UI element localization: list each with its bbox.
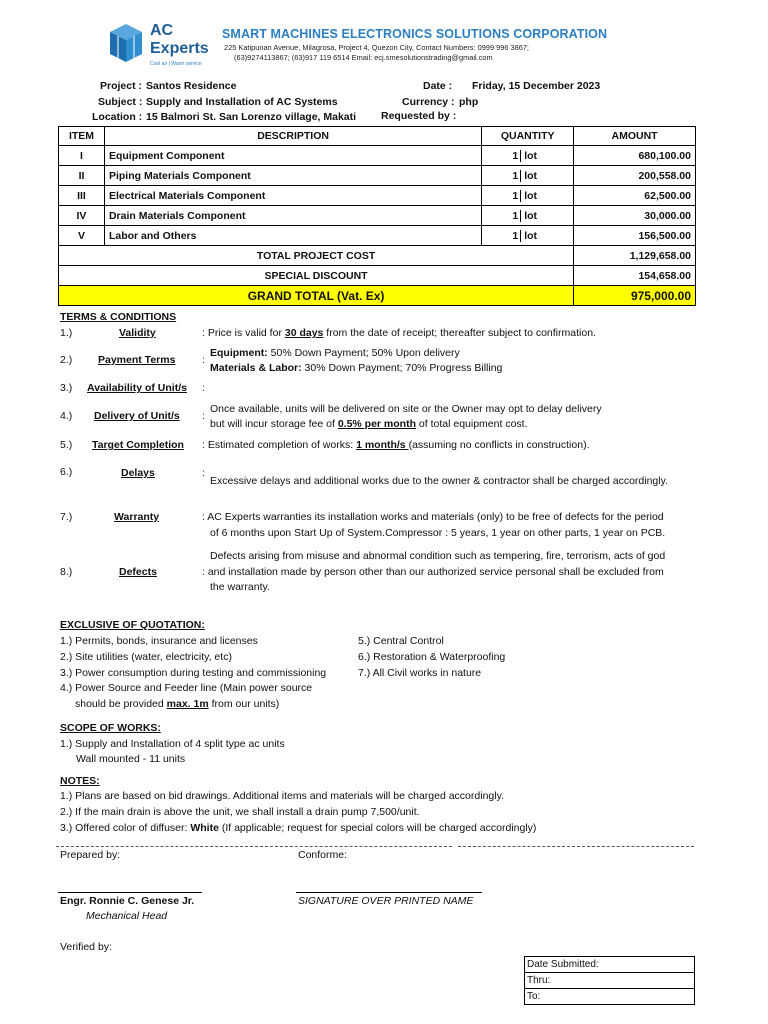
row-qty-number: 1 [486, 150, 521, 162]
term-5-label: Target Completion [92, 439, 184, 451]
thru-field: Thru: [525, 973, 695, 989]
logo-text-experts: Experts [150, 40, 209, 57]
scope-line-2: Wall mounted - 11 units [76, 753, 186, 765]
table-row [59, 206, 696, 226]
header-item: ITEM [59, 127, 105, 146]
preparer-name: Engr. Ronnie C. Genese Jr. [60, 895, 195, 907]
term-2-equipment: Equipment: 50% Down Payment; 50% Upon delivery [210, 347, 460, 359]
discount-value: 154,658.00 [574, 266, 696, 286]
term-2-number: 2.) [60, 354, 73, 366]
term-6-text: Excessive delays and additional works due to the owner & contractor shall be charged accordingly. [210, 475, 668, 487]
terms-heading: TERMS & CONDITIONS [60, 311, 177, 323]
signature-caption: SIGNATURE OVER PRINTED NAME [298, 895, 474, 907]
row-description: Drain Materials Component [104, 206, 481, 226]
term-3-label: Availability of Unit/s [87, 382, 187, 394]
requested-by-label: Requested by : [381, 110, 457, 122]
conforme-label: Conforme: [298, 849, 348, 861]
currency-value: php [459, 96, 479, 108]
table-row [525, 989, 695, 1005]
exclusive-item-4: 4.) Power Source and Feeder line (Main power source [60, 682, 313, 694]
grand-total-row [59, 286, 696, 306]
table-row [59, 186, 696, 206]
notes-heading: NOTES: [60, 775, 100, 787]
term-4-line2: but will incur storage fee of 0.5% per month of total equipment cost. [210, 418, 528, 430]
grand-total-value: 975,000.00 [574, 286, 696, 306]
exclusive-item-5: 5.) Central Control [358, 635, 444, 647]
row-quantity [482, 166, 574, 186]
total-row [59, 246, 696, 266]
row-quantity [482, 186, 574, 206]
row-amount: 30,000.00 [574, 206, 696, 226]
row-qty-number: 1 [486, 230, 521, 242]
row-description: Piping Materials Component [104, 166, 481, 186]
term-5-number: 5.) [60, 439, 73, 451]
row-quantity [482, 206, 574, 226]
scope-heading: SCOPE OF WORKS: [60, 722, 161, 734]
term-8-number: 8.) [60, 566, 73, 578]
to-field: To: [525, 989, 695, 1005]
verified-by-label: Verified by: [60, 941, 112, 953]
company-address: 225 Katipunan Avenue, Milagrosa, Project 4, Quezon City, Contact Numbers: 0999 996 3867; [224, 43, 529, 52]
note-3: 3.) Offered color of diffuser: White (If applicable; request for special colors will be charged accordingly) [60, 822, 537, 834]
exclusive-item-6: 6.) Restoration & Waterproofing [358, 651, 506, 663]
submission-box [524, 956, 695, 1005]
note-1: 1.) Plans are based on bid drawings. Additional items and materials will be charged accordingly. [60, 790, 504, 802]
table-row [59, 166, 696, 186]
exclusive-item-4-cont: should be provided max. 1m from our units) [75, 698, 280, 710]
prepared-by-label: Prepared by: [60, 849, 121, 861]
company-name: SMART MACHINES ELECTRONICS SOLUTIONS CORPORATION [222, 27, 608, 41]
row-quantity [482, 226, 574, 246]
row-description: Electrical Materials Component [104, 186, 481, 206]
date-label: Date : [423, 80, 453, 92]
scope-line-1: 1.) Supply and Installation of 4 split type ac units [60, 738, 285, 750]
project-label: Project : [100, 80, 143, 92]
term-2-materials: Materials & Labor: 30% Down Payment; 70% Progress Billing [210, 362, 503, 374]
term-2-colon: : [202, 354, 205, 366]
location-value: 15 Balmori St. San Lorenzo village, Makati [146, 111, 357, 123]
term-1-number: 1.) [60, 327, 73, 339]
term-1-text: : Price is valid for 30 days from the date of receipt; thereafter subject to confirmation. [202, 327, 596, 339]
total-label: TOTAL PROJECT COST [59, 246, 574, 266]
term-1-label: Validity [119, 327, 156, 339]
table-row [525, 957, 695, 973]
term-7-line1: : AC Experts warranties its installation works and materials (only) to be free of defects for the period [202, 511, 664, 523]
note-2: 2.) If the main drain is above the unit, we shall install a drain pump 7,500/unit. [60, 806, 420, 818]
header-quantity: QUANTITY [482, 127, 574, 146]
company-logo [104, 18, 224, 74]
row-qty-unit: lot [524, 209, 538, 222]
date-value: Friday, 15 December 2023 [472, 80, 601, 92]
row-qty-unit: lot [524, 149, 538, 162]
location-label: Location : [92, 111, 143, 123]
term-4-label: Delivery of Unit/s [94, 410, 180, 422]
exclusive-heading: EXCLUSIVE OF QUOTATION: [60, 619, 205, 631]
term-7-number: 7.) [60, 511, 73, 523]
term-6-number: 6.) [60, 466, 73, 478]
row-amount: 680,100.00 [574, 146, 696, 166]
row-description: Labor and Others [104, 226, 481, 246]
term-8-line1: Defects arising from misuse and abnormal condition such as tempering, fire, terrorism, acts of god [210, 550, 666, 562]
term-5-text: : Estimated completion of works: 1 month/s (assuming no conflicts in construction). [202, 439, 590, 451]
term-7-label: Warranty [114, 511, 160, 523]
table-row [59, 226, 696, 246]
row-item: V [59, 226, 105, 246]
project-value: Santos Residence [146, 80, 237, 92]
row-qty-number: 1 [486, 170, 521, 182]
row-qty-unit: lot [524, 189, 538, 202]
total-value: 1,129,658.00 [574, 246, 696, 266]
grand-total-label: GRAND TOTAL (Vat. Ex) [59, 286, 574, 306]
logo-tagline: Cool air | Warm service [150, 61, 202, 67]
row-qty-number: 1 [486, 190, 521, 202]
company-contacts: (63)9274113867; (63)917 119 6514 Email: ecj.smesolutionstrading@gmail.com [234, 53, 493, 62]
exclusive-item-3: 3.) Power consumption during testing and commissioning [60, 667, 327, 679]
currency-label: Currency : [402, 96, 455, 108]
subject-label: Subject : [98, 96, 143, 108]
conforme-signature-line [296, 892, 482, 893]
term-8-label: Defects [119, 566, 157, 578]
subject-value: Supply and Installation of AC Systems [146, 96, 338, 108]
row-amount: 156,500.00 [574, 226, 696, 246]
preparer-signature-line [58, 892, 202, 893]
term-8-line2: : and installation made by person other than our authorized service personal shall be excluded from [202, 566, 664, 578]
preparer-title: Mechanical Head [86, 910, 168, 922]
term-3-number: 3.) [60, 382, 73, 394]
row-qty-unit: lot [524, 229, 538, 242]
row-amount: 200,558.00 [574, 166, 696, 186]
separator-line [56, 846, 452, 847]
exclusive-item-2: 2.) Site utilities (water, electricity, etc) [60, 651, 232, 663]
logo-text-ac: AC [150, 22, 174, 39]
exclusive-item-1: 1.) Permits, bonds, insurance and licenses [60, 635, 258, 647]
discount-label: SPECIAL DISCOUNT [59, 266, 574, 286]
table-row [525, 973, 695, 989]
date-submitted-field: Date Submitted: [525, 957, 695, 973]
table-header-row [59, 127, 696, 146]
row-item: I [59, 146, 105, 166]
row-quantity [482, 146, 574, 166]
term-3-colon: : [202, 382, 205, 394]
term-6-colon: : [202, 467, 205, 479]
row-qty-number: 1 [486, 210, 521, 222]
term-4-line1: Once available, units will be delivered on site or the Owner may opt to delay delivery [210, 403, 602, 415]
header-description: DESCRIPTION [104, 127, 481, 146]
term-2-label: Payment Terms [98, 354, 176, 366]
row-item: III [59, 186, 105, 206]
exclusive-item-7: 7.) All Civil works in nature [358, 667, 482, 679]
row-item: IV [59, 206, 105, 226]
row-item: II [59, 166, 105, 186]
separator-line [458, 846, 694, 847]
term-7-line2: of 6 months upon Start Up of System.Compressor : 5 years, 1 year on other parts, 1 year on PCB. [210, 527, 666, 539]
discount-row [59, 266, 696, 286]
term-4-colon: : [202, 410, 205, 422]
term-8-line3: the warranty. [210, 581, 270, 593]
table-row [59, 146, 696, 166]
term-6-label: Delays [121, 467, 155, 479]
header-amount: AMOUNT [574, 127, 696, 146]
row-description: Equipment Component [104, 146, 481, 166]
row-qty-unit: lot [524, 169, 538, 182]
row-amount: 62,500.00 [574, 186, 696, 206]
quotation-table [58, 126, 696, 306]
term-4-number: 4.) [60, 410, 73, 422]
